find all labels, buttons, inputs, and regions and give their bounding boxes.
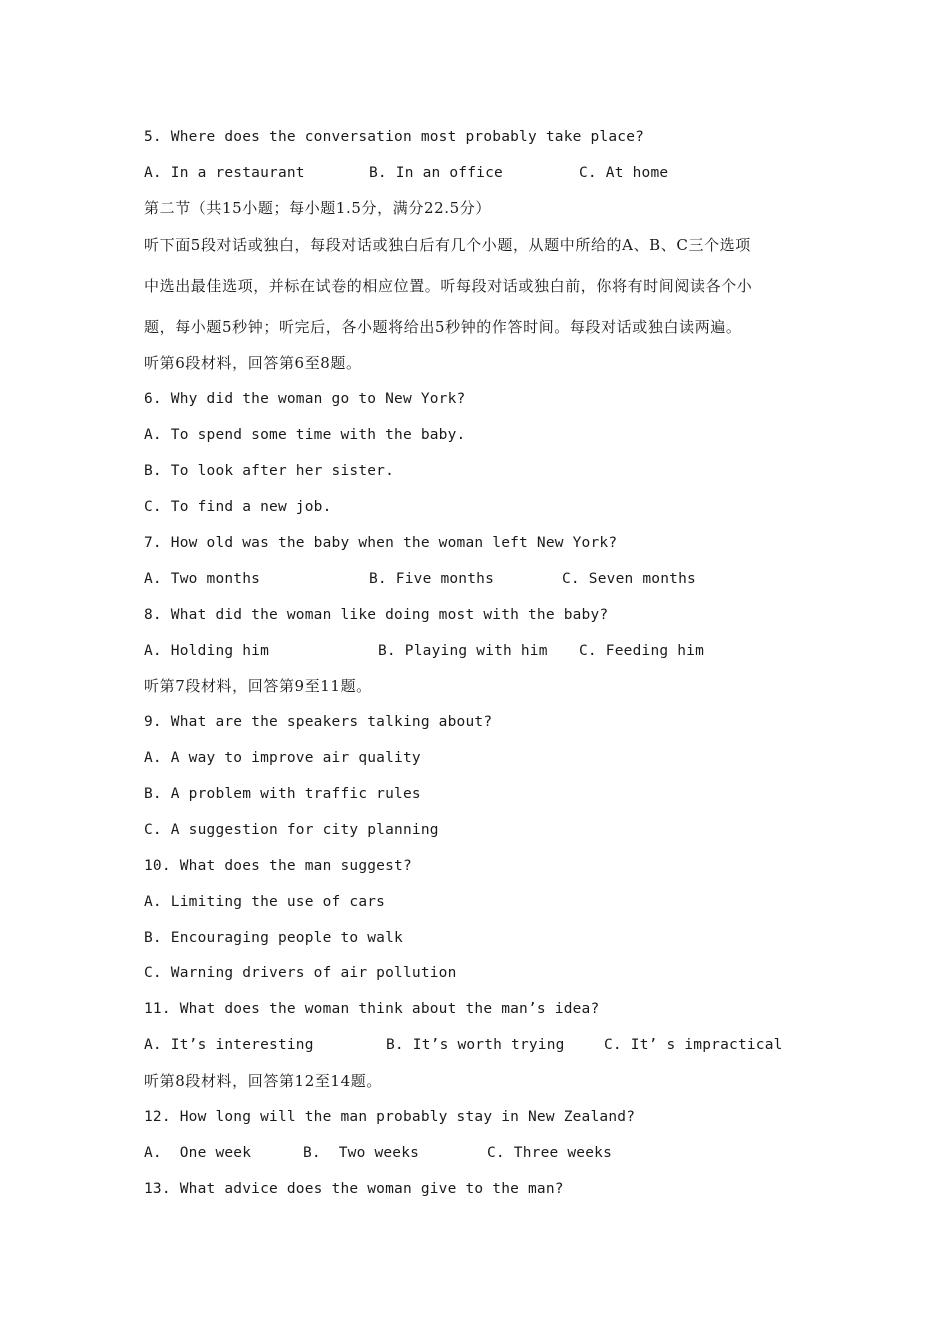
option-c: C. Three weeks [487,1145,613,1161]
question-7: 7. How old was the baby when the woman left New York? [144,535,618,551]
option-a: A. One week [144,1145,252,1161]
option-c: C. Feeding him [579,643,705,659]
question-7-options [144,569,696,589]
question-12-options [144,1143,613,1163]
question-8-options [144,641,705,661]
option-a: A. Two months [144,571,261,587]
question-11-options [144,1035,783,1055]
question-6-option-a: A. To spend some time with the baby. [144,427,466,443]
question-8: 8. What did the woman like doing most with the baby? [144,607,609,623]
question-9-option-a: A. A way to improve air quality [144,750,421,766]
question-9-option-c: C. A suggestion for city planning [144,822,439,838]
question-5: 5. Where does the conversation most probably take place? [144,129,645,145]
passage-6-label: 听第6段材料，回答第6至8题。 [144,354,362,372]
option-b: B. It’s worth trying [386,1037,565,1053]
question-6-option-b: B. To look after her sister. [144,463,395,479]
option-b: B. Two weeks [303,1145,420,1161]
instructions-line-1: 听下面5段对话或独白，每段对话或独白后有几个小题，从题中所给的A、B、C三个选项 [144,236,751,254]
instructions-line-2: 中选出最佳选项，并标在试卷的相应位置。听每段对话或独白前，你将有时间阅读各个小 [144,277,753,295]
instructions-line-3: 题，每小题5秒钟；听完后，各小题将给出5秒钟的作答时间。每段对话或独白读两遍。 [144,318,742,336]
option-a: A. In a restaurant [144,165,305,181]
question-9: 9. What are the speakers talking about? [144,714,493,730]
passage-8-label: 听第8段材料，回答第12至14题。 [144,1072,382,1090]
option-c: C. At home [579,165,669,181]
section-heading: 第二节（共15小题；每小题1.5分，满分22.5分） [144,199,491,217]
question-10-option-b: B. Encouraging people to walk [144,930,403,946]
option-a: A. Holding him [144,643,270,659]
question-10-option-c: C. Warning drivers of air pollution [144,965,457,981]
question-6-option-c: C. To find a new job. [144,499,332,515]
option-b: B. In an office [369,165,503,181]
option-b: B. Playing with him [378,643,548,659]
passage-7-label: 听第7段材料，回答第9至11题。 [144,677,372,695]
question-13: 13. What advice does the woman give to the man? [144,1181,564,1197]
option-a: A. It’s interesting [144,1037,314,1053]
option-b: B. Five months [369,571,495,587]
question-9-option-b: B. A problem with traffic rules [144,786,421,802]
option-c: C. Seven months [562,571,696,587]
question-12: 12. How long will the man probably stay in New Zealand? [144,1109,636,1125]
question-10: 10. What does the man suggest? [144,858,412,874]
option-c: C. It’ s impractical [604,1037,783,1053]
question-5-options [144,163,669,183]
question-6: 6. Why did the woman go to New York? [144,391,466,407]
question-10-option-a: A. Limiting the use of cars [144,894,386,910]
question-11: 11. What does the woman think about the man’s idea? [144,1001,600,1017]
